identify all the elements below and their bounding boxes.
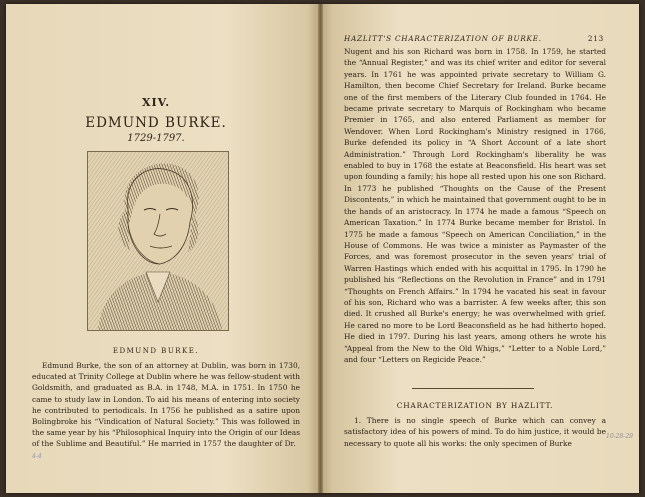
section-heading: CHARACTERIZATION BY HAZLITT.: [396, 401, 554, 410]
portrait-caption: EDMUND BURKE.: [112, 347, 200, 355]
left-page: [6, 4, 320, 493]
margin-pencil-note: 4-4: [32, 452, 42, 460]
section-divider: [412, 388, 534, 389]
characterization-text: [344, 415, 606, 449]
right-body-text: [344, 46, 606, 365]
pencil-annotation: 10-28-29: [606, 433, 633, 440]
running-head-title: HAZLITT'S CHARACTERIZATION OF BURKE.: [344, 34, 542, 43]
characterization-paragraph-1: 1. There is no single speech of Burke which can convey a satisfactory idea of his powers of mind. To do him justice, it would be necessary to quote all his works: the only specimen of Burke: [344, 416, 606, 448]
burke-portrait-engraving: [87, 151, 229, 331]
chapter-number: XIV.: [141, 96, 171, 109]
page-number: 213: [587, 34, 604, 43]
biography-paragraph-1: Edmund Burke, the son of an attorney at Dublin, was born in 1730, educated at Trinity College at Dublin where he was fellow-student with Goldsmith, and graduated as B.A. in 1748, M.A. in 1751. In 1750 he came to study law in London. To aid his means of entering into society he contributed to periodicals. In 1756 he published as a satire upon Bolingbroke his “Vindication of Natural Society.” This was followed in the same year by his “Philosophical Inquiry into the Origin of our Ideas of the Sublime and Beautiful.” He married in 1757 the daughter of Dr.: [32, 361, 300, 449]
book-gutter: [318, 4, 323, 493]
left-body-text: [32, 360, 300, 462]
chapter-title: EDMUND BURKE.: [85, 115, 227, 131]
running-head: [344, 34, 604, 43]
chapter-dates: 1729-1797.: [127, 133, 185, 144]
biography-paragraph-2: Nugent and his son Richard was born in 1758. In 1759, he started the “Annual Register,” and was its chief writer and editor for several years. In 1761 he was appointed private secretary to William G. Hamilton, then become Chief Secretary for Ireland. Burke became one of the first members of the Literary Club founded in 1764. He became private secretary to Marquis of Rockingham who became Premier in 1765, and also entered Parliament as member for Wendover. When Lord Rockingham's Ministry resigned in 1766, Burke defended its policy in “A Short Account of a late short Administration.” Through Lord Rockingham's liberality he was enabled to buy in 1768 the estate at Beaconsfield. His heart was set upon founding a family; his hope all rested upon his one son Richard. In 1773 he published “Thoughts on the Cause of the Present Discontents,” in which he maintained that government ought to be in the hands of an aristocracy. In 1774 he made a famous “Speech on American Taxation.” In 1774 Burke became member for Bristol. In 1775 he made a famous “Speech on American Conciliation,” in the House of Commons. He was twice a minister as Paymaster of the Forces, and was foremost prosecutor in the seven years' trial of Warren Hastings which ended with his acquittal in 1795. In 1790 he published his “Reflections on the Revolution in France” and in 1791 “Thoughts on French Affairs.” In 1794 he vacated his seat in favour of his son, Richard who was a barrister. A few weeks after, this son died. It crushed all Burke's energy; he was overwhelmed with grief. He cared no more to be Lord Beaconsfield as he had hitherto hoped. He died in 1797. During his last years, among others he wrote his “Appeal from the New to the Old Whigs,” “Letter to a Noble Lord,” and four “Letters on Regicide Peace.”: [344, 47, 606, 364]
